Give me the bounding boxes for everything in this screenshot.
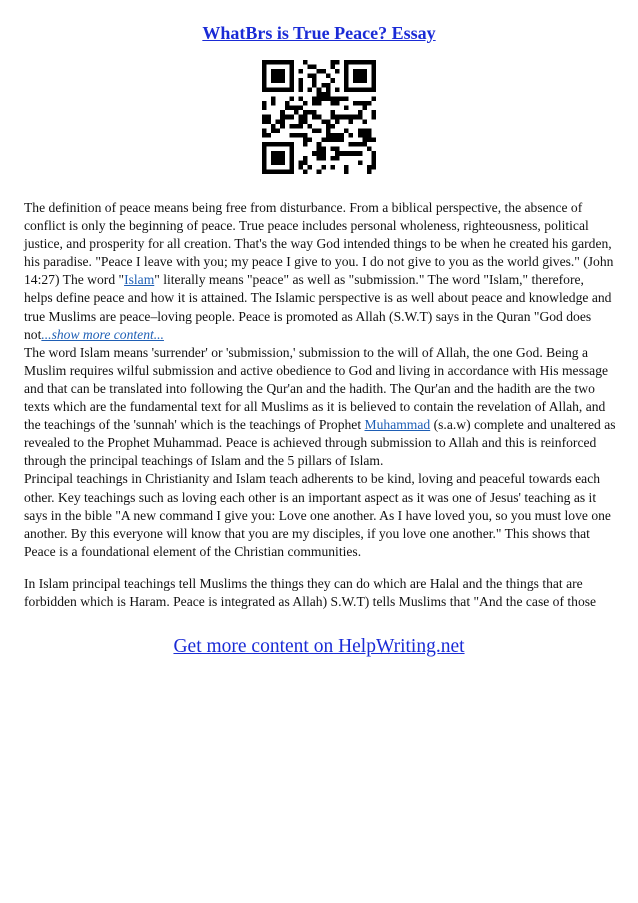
qr-module <box>303 133 308 138</box>
qr-module <box>267 133 272 138</box>
qr-module <box>367 169 372 174</box>
qr-module <box>362 138 367 143</box>
qr-module <box>335 156 340 161</box>
qr-module <box>371 138 376 143</box>
qr-module <box>358 110 363 115</box>
qr-module <box>362 119 367 124</box>
qr-module <box>344 83 349 88</box>
qr-module <box>335 87 340 92</box>
qr-module <box>262 74 267 79</box>
qr-module <box>340 96 345 101</box>
qr-module <box>321 165 326 170</box>
qr-module <box>312 101 317 106</box>
qr-module <box>312 128 317 133</box>
qr-module <box>358 142 363 147</box>
qr-module <box>358 101 363 106</box>
qr-module <box>308 138 313 143</box>
qr-module <box>349 119 354 124</box>
qr-module <box>262 78 267 83</box>
qr-module <box>298 83 303 88</box>
qr-module <box>353 115 358 120</box>
qr-module <box>349 142 354 147</box>
qr-module <box>353 78 358 83</box>
qr-module <box>330 156 335 161</box>
qr-module <box>340 151 345 156</box>
qr-module <box>262 133 267 138</box>
qr-module <box>362 101 367 106</box>
qr-module <box>262 115 267 120</box>
qr-module <box>340 115 345 120</box>
qr-module <box>289 69 294 74</box>
paragraph-2-end: (s.a.w) complete and unaltered as revealed to the Prophet Muhammad. Peace is achieved through submission to Allah and this is reinforced through the principal teachings of Islam and the 5 pillars of Islam. <box>24 417 616 469</box>
qr-module <box>344 60 349 65</box>
qr-module <box>317 142 322 147</box>
qr-module <box>289 142 294 147</box>
paragraph-2 <box>24 344 616 471</box>
qr-module <box>267 142 272 147</box>
qr-module <box>276 156 281 161</box>
qr-module <box>353 101 358 106</box>
qr-module <box>312 151 317 156</box>
qr-module <box>317 156 322 161</box>
qr-module <box>330 60 335 65</box>
qr-module <box>344 74 349 79</box>
qr-module <box>276 128 281 133</box>
qr-module <box>262 156 267 161</box>
qr-module <box>344 128 349 133</box>
qr-module <box>371 165 376 170</box>
qr-module <box>289 60 294 65</box>
qr-module <box>289 78 294 83</box>
qr-module <box>308 87 313 92</box>
qr-module <box>330 96 335 101</box>
qr-module <box>335 133 340 138</box>
qr-module <box>303 119 308 124</box>
qr-module <box>326 92 331 97</box>
qr-module <box>298 87 303 92</box>
qr-module <box>321 151 326 156</box>
qr-module <box>298 115 303 120</box>
qr-module <box>353 142 358 147</box>
qr-module <box>276 169 281 174</box>
qr-module <box>289 106 294 111</box>
qr-module <box>280 74 285 79</box>
qr-module <box>326 133 331 138</box>
qr-module <box>312 115 317 120</box>
qr-module <box>321 69 326 74</box>
qr-module <box>262 83 267 88</box>
qr-module <box>267 87 272 92</box>
qr-module <box>358 87 363 92</box>
qr-module <box>280 110 285 115</box>
qr-module <box>326 96 331 101</box>
qr-module <box>262 169 267 174</box>
qr-module <box>362 128 367 133</box>
qr-module <box>358 160 363 165</box>
qr-module <box>289 151 294 156</box>
qr-module <box>262 128 267 133</box>
qr-module <box>280 69 285 74</box>
paragraph-2-start: The word Islam means 'surrender' or 'submission,' submission to the will of Allah, the one God. Being a Muslim requires wilful submission and active obedience to God and living in accordance with His message and that can be translated into following the Qur'an and the hadith. The Qur'an and the hadith are the two texts which are the fundamental text for all Muslims as it is believed to contain the revelation of Allah, and the teachings of the 'sunnah' which is the teachings of Prophet <box>24 344 609 433</box>
qr-module <box>289 65 294 70</box>
qr-module <box>294 110 299 115</box>
qr-module <box>280 124 285 129</box>
qr-module <box>267 115 272 120</box>
qr-module <box>276 142 281 147</box>
qr-module <box>340 133 345 138</box>
qr-module <box>344 165 349 170</box>
qr-module <box>321 92 326 97</box>
qr-module <box>298 96 303 101</box>
qr-module <box>367 87 372 92</box>
qr-module <box>262 69 267 74</box>
qr-module <box>353 74 358 79</box>
qr-module <box>371 83 376 88</box>
qr-module <box>326 124 331 129</box>
qr-module <box>308 124 313 129</box>
qr-module <box>294 106 299 111</box>
qr-module <box>335 119 340 124</box>
qr-module <box>358 74 363 79</box>
qr-module <box>289 165 294 170</box>
qr-module <box>358 78 363 83</box>
qr-module <box>321 147 326 152</box>
qr-module <box>262 87 267 92</box>
paragraph-4: In Islam principal teachings tell Muslims the things they can do which are Halal and the things that are forbidden which is Haram. Peace is integrated as Allah) S.W.T) tells Muslims that "And the case of those <box>24 575 597 609</box>
essay-body <box>24 199 616 611</box>
qr-module <box>335 147 340 152</box>
qr-module <box>367 147 372 152</box>
qr-module <box>317 128 322 133</box>
get-more-content-link[interactable]: Get more content on HelpWriting.net <box>173 636 465 657</box>
qr-module <box>262 65 267 70</box>
qr-module <box>335 138 340 143</box>
qr-module <box>317 96 322 101</box>
qr-module <box>367 133 372 138</box>
paragraph-1-end: " literally means "peace" as well as "submission." The word "Islam," therefore, helps define peace and how it is attained. The Islamic perspective is as well about peace and knowledge and true Muslims are peace–loving people. Peace is promoted as Allah (S.W.T) says in the Quran "God does not <box>24 272 612 342</box>
qr-module <box>330 65 335 70</box>
qr-module <box>362 87 367 92</box>
qr-module <box>312 78 317 83</box>
qr-module <box>276 78 281 83</box>
qr-module <box>326 74 331 79</box>
qr-module <box>335 115 340 120</box>
qr-module <box>362 133 367 138</box>
qr-module <box>353 60 358 65</box>
qr-module <box>271 74 276 79</box>
qr-module <box>262 160 267 165</box>
qr-module <box>280 156 285 161</box>
qr-module <box>285 142 290 147</box>
qr-module <box>371 151 376 156</box>
qr-module <box>262 106 267 111</box>
qr-code-icon <box>262 60 376 174</box>
qr-module <box>280 160 285 165</box>
qr-module <box>271 142 276 147</box>
qr-module <box>344 106 349 111</box>
qr-module <box>303 101 308 106</box>
qr-module <box>371 160 376 165</box>
qr-module <box>362 106 367 111</box>
qr-module <box>298 106 303 111</box>
qr-module <box>285 169 290 174</box>
qr-module <box>371 60 376 65</box>
qr-module <box>298 160 303 165</box>
qr-module <box>271 128 276 133</box>
qr-module <box>289 115 294 120</box>
qr-module <box>371 115 376 120</box>
qr-module <box>303 156 308 161</box>
qr-module <box>289 87 294 92</box>
qr-module <box>317 92 322 97</box>
qr-module <box>308 165 313 170</box>
qr-module <box>276 74 281 79</box>
qr-module <box>358 60 363 65</box>
qr-module <box>289 133 294 138</box>
qr-module <box>330 101 335 106</box>
qr-module <box>280 78 285 83</box>
qr-module <box>262 60 267 65</box>
qr-module <box>321 138 326 143</box>
qr-module <box>312 96 317 101</box>
qr-module <box>262 165 267 170</box>
qr-module <box>285 106 290 111</box>
qr-module <box>344 115 349 120</box>
qr-module <box>362 78 367 83</box>
qr-module <box>298 133 303 138</box>
qr-module <box>330 124 335 129</box>
paragraph-1 <box>24 199 616 344</box>
page-title[interactable]: WhatBrs is True Peace? Essay <box>202 23 436 43</box>
qr-module <box>271 156 276 161</box>
qr-module <box>371 78 376 83</box>
qr-module <box>317 87 322 92</box>
qr-module <box>280 151 285 156</box>
qr-module <box>271 69 276 74</box>
qr-module <box>303 138 308 143</box>
qr-module <box>326 87 331 92</box>
qr-module <box>285 101 290 106</box>
qr-module <box>267 169 272 174</box>
qr-module <box>271 96 276 101</box>
qr-module <box>358 69 363 74</box>
qr-module <box>308 65 313 70</box>
qr-module <box>371 96 376 101</box>
qr-module <box>335 96 340 101</box>
qr-module <box>344 69 349 74</box>
qr-module <box>276 69 281 74</box>
paragraph-1-start: The definition of peace means being free from disturbance. From a biblical perspective, the absence of conflict is only the beginning of peace. True peace includes personal wholeness, righteousness, political justice, and prosperity for all creation. That's the way God intended things to be when he created his garden, his paradise. "Peace I leave with you; my peace I give to you. I do not give to you as the world gives." (John 14:27) The word " <box>24 200 614 288</box>
qr-module <box>371 156 376 161</box>
paragraph-3: Principal teachings in Christianity and Islam teach adherents to be kind, loving and peaceful towards each other. Key teachings such as loving each other is an important aspect as it was one of Jesus' teaching as it says in the bible "A new command I give you: Love one another. As I have loved you, so you must love one another. By this everyone will know that you are my disciples, if you love one another." This shows that Peace is a foundational element of the Christian communities. <box>24 471 611 559</box>
qr-module <box>303 60 308 65</box>
qr-module <box>280 119 285 124</box>
qr-module <box>358 151 363 156</box>
qr-module <box>335 151 340 156</box>
qr-module <box>353 69 358 74</box>
qr-module <box>349 151 354 156</box>
qr-module <box>358 133 363 138</box>
qr-module <box>330 133 335 138</box>
qr-module <box>362 142 367 147</box>
qr-module <box>371 87 376 92</box>
qr-module <box>353 151 358 156</box>
qr-module <box>280 115 285 120</box>
qr-module <box>276 119 281 124</box>
qr-module <box>271 160 276 165</box>
qr-module <box>303 160 308 165</box>
qr-module <box>271 60 276 65</box>
qr-module <box>271 124 276 129</box>
qr-module <box>326 83 331 88</box>
qr-module <box>330 115 335 120</box>
qr-module <box>312 74 317 79</box>
qr-module <box>335 101 340 106</box>
qr-module <box>362 69 367 74</box>
qr-module <box>308 110 313 115</box>
qr-module <box>294 124 299 129</box>
qr-module <box>321 119 326 124</box>
qr-module <box>321 156 326 161</box>
qr-module <box>303 142 308 147</box>
qr-module <box>262 151 267 156</box>
qr-module <box>298 165 303 170</box>
qr-module <box>326 119 331 124</box>
qr-module <box>344 169 349 174</box>
qr-module <box>321 96 326 101</box>
qr-module <box>362 60 367 65</box>
qr-module <box>349 133 354 138</box>
qr-module <box>262 142 267 147</box>
qr-module <box>298 78 303 83</box>
qr-module <box>280 87 285 92</box>
qr-module <box>276 151 281 156</box>
qr-module <box>330 138 335 143</box>
qr-module <box>367 101 372 106</box>
qr-module <box>298 124 303 129</box>
qr-module <box>317 115 322 120</box>
qr-module <box>317 169 322 174</box>
qr-module <box>285 60 290 65</box>
qr-module <box>289 83 294 88</box>
qr-module <box>271 169 276 174</box>
qr-module <box>371 110 376 115</box>
qr-module <box>312 65 317 70</box>
qr-module <box>289 156 294 161</box>
qr-module <box>303 110 308 115</box>
qr-module <box>353 87 358 92</box>
islam-link[interactable]: Islam <box>124 272 155 288</box>
qr-module <box>303 169 308 174</box>
qr-module <box>289 160 294 165</box>
qr-module <box>344 151 349 156</box>
qr-module <box>358 128 363 133</box>
muhammad-link[interactable]: Muhammad <box>364 417 431 433</box>
qr-module <box>317 101 322 106</box>
qr-module <box>344 87 349 92</box>
qr-module <box>262 101 267 106</box>
qr-module <box>344 78 349 83</box>
qr-module <box>308 74 313 79</box>
qr-module <box>280 142 285 147</box>
qr-module <box>349 115 354 120</box>
qr-module <box>271 101 276 106</box>
qr-module <box>271 151 276 156</box>
qr-module <box>262 119 267 124</box>
qr-module <box>298 69 303 74</box>
qr-module <box>289 169 294 174</box>
qr-module <box>289 74 294 79</box>
qr-module <box>294 133 299 138</box>
qr-module <box>289 124 294 129</box>
qr-module <box>280 169 285 174</box>
qr-module <box>367 60 372 65</box>
qr-module <box>367 165 372 170</box>
qr-module <box>371 65 376 70</box>
qr-module <box>289 96 294 101</box>
qr-module <box>371 69 376 74</box>
qr-module <box>298 119 303 124</box>
qr-module <box>262 147 267 152</box>
qr-module <box>340 138 345 143</box>
qr-module <box>371 74 376 79</box>
qr-module <box>330 78 335 83</box>
qr-module <box>362 74 367 79</box>
qr-module <box>349 87 354 92</box>
qr-module <box>267 60 272 65</box>
qr-module <box>326 138 331 143</box>
qr-module <box>330 110 335 115</box>
qr-module <box>367 128 372 133</box>
qr-module <box>344 96 349 101</box>
qr-module <box>317 147 322 152</box>
qr-module <box>335 69 340 74</box>
qr-module <box>367 138 372 143</box>
qr-module <box>276 160 281 165</box>
qr-module <box>289 147 294 152</box>
qr-module <box>285 115 290 120</box>
show-more-link[interactable]: ...show more content... <box>41 326 164 342</box>
qr-module <box>267 119 272 124</box>
qr-module <box>317 69 322 74</box>
qr-module <box>312 110 317 115</box>
qr-module <box>271 87 276 92</box>
qr-module <box>330 147 335 152</box>
qr-module <box>330 165 335 170</box>
qr-module <box>312 83 317 88</box>
qr-module <box>276 60 281 65</box>
qr-module <box>285 87 290 92</box>
qr-module <box>321 83 326 88</box>
qr-module <box>303 115 308 120</box>
qr-module <box>335 60 340 65</box>
qr-module <box>271 78 276 83</box>
qr-module <box>344 65 349 70</box>
qr-module <box>349 60 354 65</box>
qr-module <box>317 151 322 156</box>
qr-module <box>280 60 285 65</box>
qr-module <box>358 115 363 120</box>
qr-module <box>276 87 281 92</box>
qr-module <box>326 128 331 133</box>
